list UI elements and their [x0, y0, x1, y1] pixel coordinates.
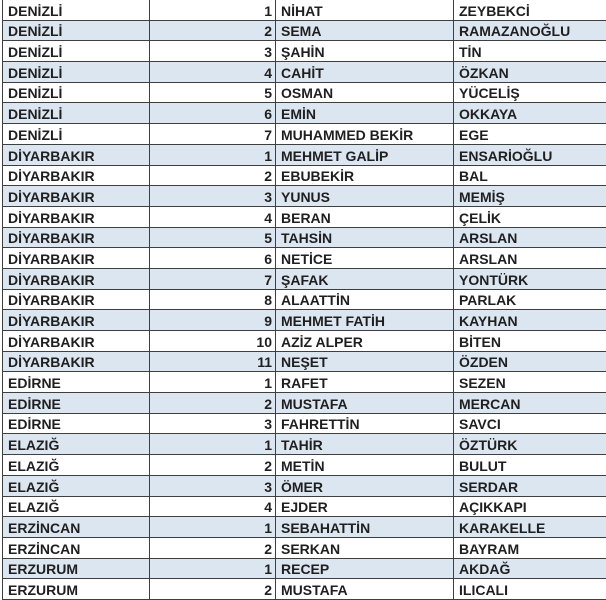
table-row [3, 83, 606, 104]
cell-city: DİYARBAKIR [3, 248, 150, 268]
cell-number: 3 [150, 41, 276, 61]
table-row [3, 228, 606, 249]
table-row [3, 579, 606, 600]
cell-city: ERZURUM [3, 559, 150, 579]
table-row [3, 207, 606, 228]
table-row [3, 0, 606, 21]
cell-number: 2 [150, 166, 276, 186]
cell-city: DİYARBAKIR [3, 207, 150, 227]
table-row [3, 517, 606, 538]
cell-last-name: AKDAĞ [459, 561, 511, 578]
cell-number: 6 [150, 248, 276, 268]
cell-last-name: ÖZKAN [459, 64, 509, 81]
table-row [3, 455, 606, 476]
cell-first-name: YUNUS [276, 186, 454, 206]
cell-number: 9 [150, 310, 276, 330]
cell-city: DİYARBAKIR [3, 331, 150, 351]
cell-number: 7 [150, 124, 276, 144]
cell-number: 11 [150, 352, 276, 372]
cell-number: 2 [150, 538, 276, 558]
cell-last-name: BİTEN [459, 333, 501, 350]
table-row [3, 352, 606, 373]
cell-first-name: BERAN [276, 207, 454, 227]
cell-first-name: EMİN [276, 103, 454, 123]
cell-city: ELAZIĞ [3, 497, 150, 517]
cell-last-name: ARSLAN [459, 250, 518, 267]
candidate-table [2, 0, 606, 600]
cell-first-name: MEHMET FATİH [276, 310, 454, 330]
cell-last-name: ÖZDEN [459, 354, 508, 371]
cell-city: DENİZLİ [3, 62, 150, 82]
table-row [3, 103, 606, 124]
cell-number: 1 [150, 434, 276, 454]
cell-first-name: ŞAHİN [276, 41, 454, 61]
cell-first-name: SEMA [276, 21, 454, 41]
cell-city: DENİZLİ [3, 21, 150, 41]
cell-first-name: AZİZ ALPER [276, 331, 454, 351]
cell-last-name: PARLAK [459, 292, 517, 309]
cell-number: 5 [150, 83, 276, 103]
cell-first-name: NETİCE [276, 248, 454, 268]
cell-first-name: METİN [276, 455, 454, 475]
cell-number: 1 [150, 372, 276, 392]
cell-city: DİYARBAKIR [3, 352, 150, 372]
cell-last-name: SERDAR [459, 478, 519, 495]
cell-number: 1 [150, 517, 276, 537]
table-row [3, 310, 606, 331]
cell-first-name: TAHSİN [276, 228, 454, 248]
cell-city: ELAZIĞ [3, 434, 150, 454]
table-row [3, 186, 606, 207]
cell-first-name: MUSTAFA [276, 579, 454, 599]
cell-number: 6 [150, 103, 276, 123]
cell-last-name: ÇELİK [459, 209, 501, 226]
cell-last-name: KARAKELLE [459, 519, 546, 536]
table-row [3, 497, 606, 518]
cell-number: 2 [150, 393, 276, 413]
cell-first-name: FAHRETTİN [276, 414, 454, 434]
cell-city: EDİRNE [3, 372, 150, 392]
cell-last-name: RAMAZANOĞLU [459, 23, 571, 40]
table-row [3, 248, 606, 269]
cell-first-name: EBUBEKİR [276, 166, 454, 186]
cell-number: 10 [150, 331, 276, 351]
cell-last-name: ENSARİOĞLU [459, 147, 553, 164]
cell-last-name: KAYHAN [459, 313, 518, 329]
cell-city: DENİZLİ [3, 103, 150, 123]
cell-number: 2 [150, 455, 276, 475]
table-row [3, 124, 606, 145]
cell-first-name: TAHİR [276, 434, 454, 454]
table-row [3, 331, 606, 352]
cell-first-name: ŞAFAK [276, 269, 454, 289]
cell-last-name: AÇIKKAPI [459, 499, 527, 516]
cell-city: ELAZIĞ [3, 455, 150, 475]
cell-last-name: MEMİŞ [459, 188, 505, 205]
cell-last-name: YÜCELİŞ [459, 85, 520, 102]
cell-last-name: BAL [459, 168, 488, 185]
cell-city: EDİRNE [3, 393, 150, 413]
cell-last-name: OKKAYA [459, 106, 518, 123]
cell-city: DİYARBAKIR [3, 186, 150, 206]
cell-first-name: ÖMER [276, 476, 454, 496]
cell-first-name: MUHAMMED BEKİR [276, 124, 454, 144]
cell-first-name: RECEP [276, 559, 454, 579]
table-row [3, 290, 606, 311]
cell-city: ERZURUM [3, 579, 150, 599]
table-row [3, 393, 606, 414]
cell-number: 2 [150, 21, 276, 41]
cell-city: DENİZLİ [3, 124, 150, 144]
table-row [3, 62, 606, 83]
cell-number: 3 [150, 186, 276, 206]
cell-city: DENİZLİ [3, 0, 150, 20]
cell-number: 2 [150, 579, 276, 599]
cell-last-name: ARSLAN [459, 230, 518, 247]
table-row [3, 145, 606, 166]
cell-number: 3 [150, 414, 276, 434]
cell-city: DİYARBAKIR [3, 145, 150, 165]
cell-first-name: OSMAN [276, 83, 454, 103]
cell-last-name: ZEYBEKCİ [459, 2, 530, 19]
cell-city: ELAZIĞ [3, 476, 150, 496]
cell-last-name: ILICALI [459, 581, 508, 598]
cell-first-name: MUSTAFA [276, 393, 454, 413]
table-row [3, 41, 606, 62]
table-row [3, 538, 606, 559]
cell-city: DENİZLİ [3, 83, 150, 103]
cell-number: 1 [150, 145, 276, 165]
table-row [3, 414, 606, 435]
cell-number: 3 [150, 476, 276, 496]
cell-city: DİYARBAKIR [3, 269, 150, 289]
cell-city: EDİRNE [3, 414, 150, 434]
cell-last-name: TİN [459, 44, 482, 61]
cell-number: 4 [150, 497, 276, 517]
cell-city: DİYARBAKIR [3, 228, 150, 248]
cell-last-name: BAYRAM [459, 540, 520, 557]
cell-number: 8 [150, 290, 276, 310]
cell-number: 4 [150, 207, 276, 227]
cell-number: 4 [150, 62, 276, 82]
table-row [3, 269, 606, 290]
table-row [3, 559, 606, 580]
cell-city: DİYARBAKIR [3, 166, 150, 186]
cell-first-name: NİHAT [276, 0, 454, 20]
cell-first-name: ALAATTİN [276, 290, 454, 310]
cell-last-name: SAVCI [459, 416, 501, 433]
cell-city: DİYARBAKIR [3, 290, 150, 310]
cell-last-name: YONTÜRK [459, 271, 529, 288]
cell-first-name: EJDER [276, 497, 454, 517]
cell-number: 1 [150, 0, 276, 20]
table-row [3, 476, 606, 497]
cell-number: 1 [150, 559, 276, 579]
cell-city: ERZİNCAN [3, 538, 150, 558]
table-row [3, 166, 606, 187]
cell-first-name: NEŞET [276, 352, 454, 372]
cell-city: ERZİNCAN [3, 517, 150, 537]
cell-last-name: EGE [459, 126, 489, 143]
cell-number: 5 [150, 228, 276, 248]
cell-city: DİYARBAKIR [3, 310, 150, 330]
cell-city: DENİZLİ [3, 41, 150, 61]
cell-first-name: SERKAN [276, 538, 454, 558]
cell-first-name: RAFET [276, 372, 454, 392]
cell-number: 7 [150, 269, 276, 289]
cell-last-name: ÖZTÜRK [459, 437, 518, 454]
cell-first-name: SEBAHATTİN [276, 517, 454, 537]
cell-last-name: BULUT [459, 457, 507, 474]
table-row [3, 434, 606, 455]
cell-first-name: CAHİT [276, 62, 454, 82]
cell-last-name: MERCAN [459, 395, 521, 412]
cell-first-name: MEHMET GALİP [276, 145, 454, 165]
cell-last-name: SEZEN [459, 375, 506, 392]
table-row [3, 21, 606, 42]
table-row [3, 372, 606, 393]
